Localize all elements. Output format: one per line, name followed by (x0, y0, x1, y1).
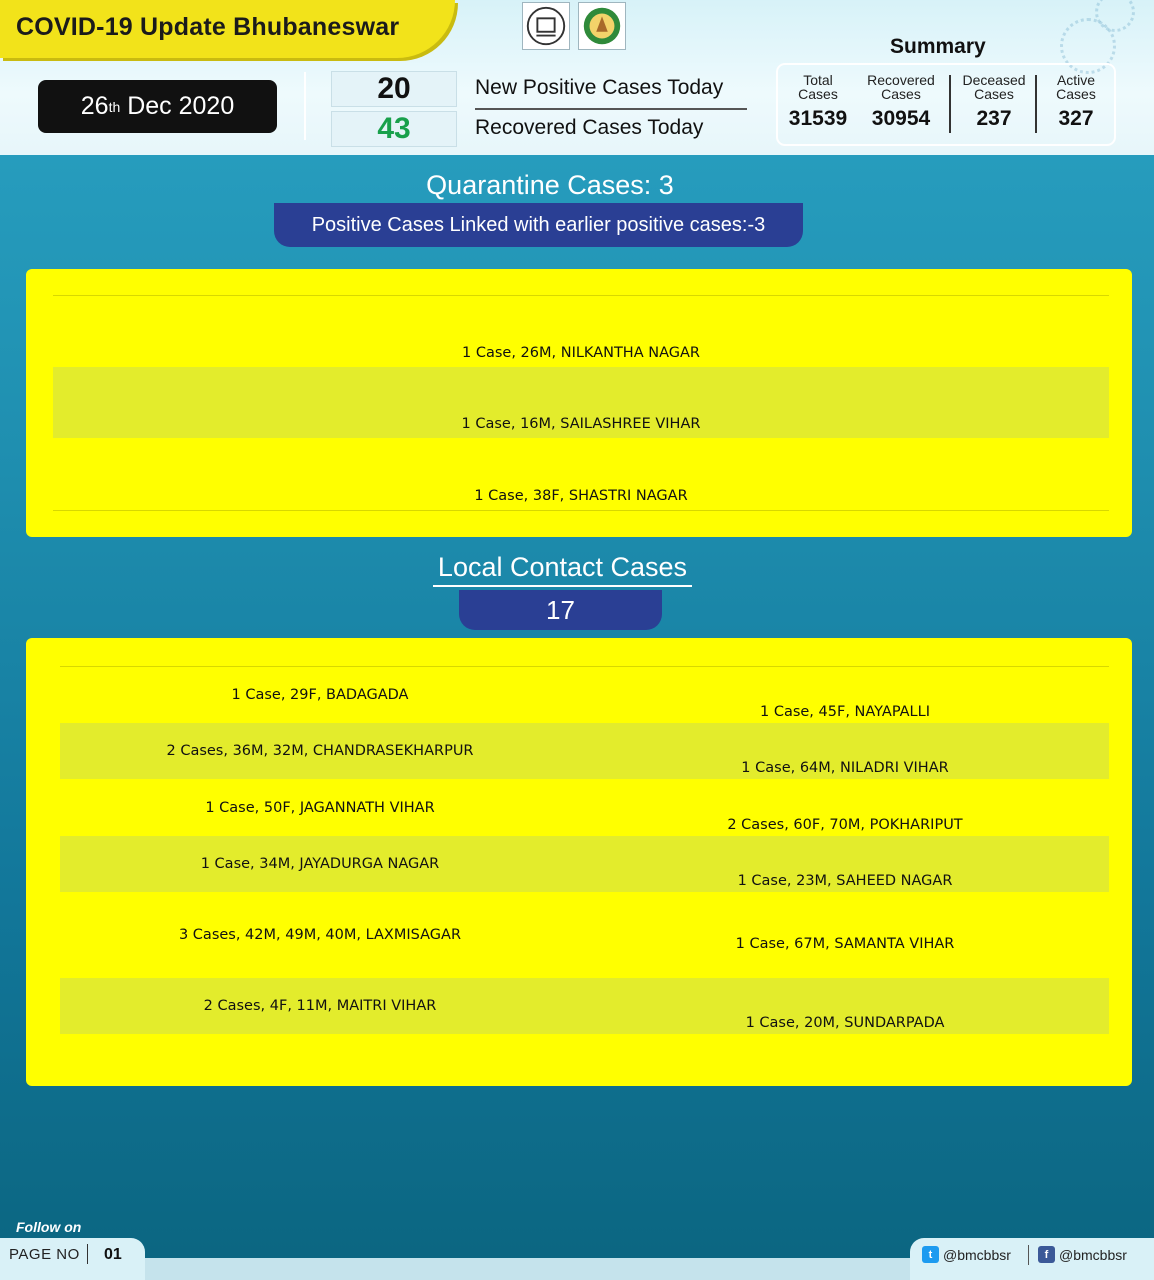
summary-label: Deceased (962, 72, 1026, 88)
table-cell: 2 Cases, 4F, 11M, MAITRI VIHAR (203, 998, 437, 1014)
summary-label: Cases (1056, 86, 1096, 102)
table-row (60, 667, 1109, 723)
social-divider (1028, 1245, 1029, 1265)
table-cell: 1 Case, 67M, SAMANTA VIHAR (735, 936, 955, 952)
summary-title: Summary (890, 35, 986, 58)
summary-label: Total (803, 72, 833, 88)
list-item-text: 1 Case, 16M, SAILASHREE VIHAR (461, 416, 701, 432)
date-day: 26 (80, 92, 109, 120)
date-month-year: Dec 2020 (127, 92, 235, 120)
summary-label: Cases (974, 86, 1014, 102)
table-cell: 1 Case, 64M, NILADRI VIHAR (741, 760, 949, 776)
table-row (60, 978, 1109, 1034)
facebook-link[interactable] (1038, 1246, 1127, 1263)
list-item (53, 438, 1109, 510)
table-row (60, 892, 1109, 978)
quarantine-panel (26, 269, 1132, 537)
list-item-text: 1 Case, 38F, SHASTRI NAGAR (474, 488, 688, 504)
table-cell: 1 Case, 29F, BADAGADA (231, 687, 409, 703)
page-label: PAGE NO (9, 1246, 80, 1263)
local-contact-count: 17 (459, 590, 662, 630)
table-row (60, 836, 1109, 892)
summary-recovered (862, 73, 940, 131)
twitter-handle: @bmcbbsr (943, 1246, 1011, 1263)
bmc-emblem-icon (578, 2, 626, 50)
header-divider (304, 72, 306, 140)
recovered-count: 43 (331, 111, 457, 147)
summary-label: Recovered (867, 72, 935, 88)
new-positive-label: New Positive Cases Today (475, 76, 724, 99)
twitter-icon: t (922, 1246, 939, 1263)
date-badge: 26 th Dec 2020 (38, 80, 277, 133)
social-links (910, 1238, 1154, 1280)
follow-on-label: Follow on (16, 1219, 82, 1235)
table-cell: 2 Cases, 60F, 70M, POKHARIPUT (727, 817, 963, 833)
summary-deceased (956, 73, 1032, 131)
header (0, 0, 1154, 155)
summary-value: 30954 (871, 107, 931, 130)
title-band (0, 0, 455, 58)
panel-divider (53, 510, 1109, 511)
quarantine-subtitle: Positive Cases Linked with earlier positive cases:-3 (274, 203, 803, 247)
table-row (60, 779, 1109, 836)
table-cell: 1 Case, 50F, JAGANNATH VIHAR (205, 800, 435, 816)
summary-label: Cases (881, 86, 921, 102)
table-cell: 3 Cases, 42M, 49M, 40M, LAXMISAGAR (178, 927, 462, 943)
summary-label: Cases (798, 86, 838, 102)
summary-box (776, 63, 1116, 146)
summary-value: 31539 (788, 107, 848, 130)
quarantine-title: Quarantine Cases: 3 (426, 170, 674, 200)
list-item-text: 1 Case, 26M, NILKANTHA NAGAR (462, 345, 700, 361)
govt-emblem-icon (522, 2, 570, 50)
page-divider (87, 1244, 88, 1264)
local-contact-title: Local Contact Cases (433, 552, 692, 587)
table-cell: 2 Cases, 36M, 32M, CHANDRASEKHARPUR (166, 743, 474, 759)
page-number: 01 (104, 1246, 122, 1263)
table-cell: 1 Case, 45F, NAYAPALLI (759, 704, 930, 720)
table-cell: 1 Case, 20M, SUNDARPADA (745, 1015, 945, 1031)
summary-divider (949, 75, 951, 133)
summary-value: 327 (1058, 107, 1094, 130)
page-title: COVID-19 Update Bhubaneswar (16, 13, 400, 41)
table-cell: 1 Case, 34M, JAYADURGA NAGAR (200, 856, 440, 872)
virus-decoration-icon (1095, 0, 1135, 32)
list-item (53, 367, 1109, 438)
list-item (53, 296, 1109, 367)
facebook-handle: @bmcbbsr (1059, 1246, 1127, 1263)
twitter-link[interactable] (922, 1246, 1011, 1263)
summary-total (782, 73, 854, 131)
summary-divider (1035, 75, 1037, 133)
recovered-label: Recovered Cases Today (475, 116, 704, 139)
label-divider (475, 108, 747, 110)
table-cell: 1 Case, 23M, SAHEED NAGAR (737, 873, 953, 889)
table-row (60, 723, 1109, 779)
facebook-icon: f (1038, 1246, 1055, 1263)
new-positive-count: 20 (331, 71, 457, 107)
summary-label: Active (1056, 72, 1096, 88)
summary-active (1042, 73, 1110, 131)
summary-value: 237 (976, 107, 1012, 130)
page-number-tab (0, 1238, 145, 1280)
